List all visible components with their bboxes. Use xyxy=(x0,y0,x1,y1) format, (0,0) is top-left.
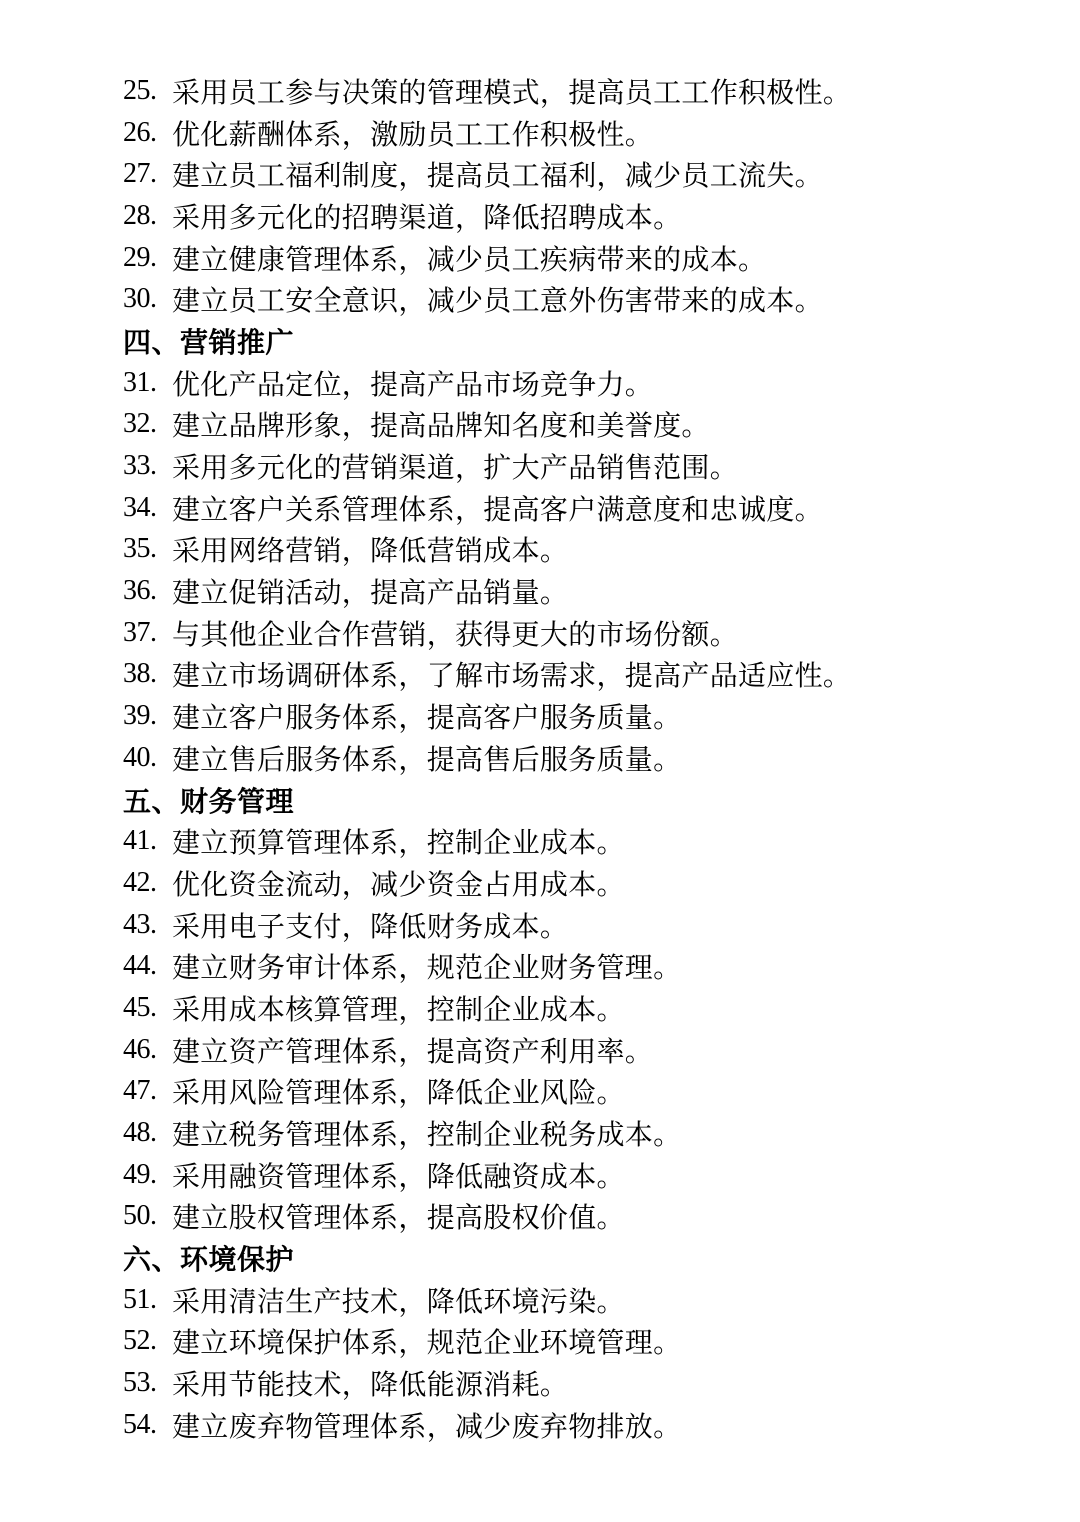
list-item xyxy=(0,945,1080,987)
item-text: 优化薪酬体系，激励员工工作积极性。 xyxy=(172,117,654,151)
item-text: 建立售后服务体系，提高售后服务质量。 xyxy=(172,742,682,776)
item-text: 采用电子支付，降低财务成本。 xyxy=(172,909,569,943)
list-item xyxy=(0,1404,1080,1446)
document-page xyxy=(0,70,1080,1446)
item-number: 45. xyxy=(123,991,157,1023)
item-text: 优化资金流动，减少资金占用成本。 xyxy=(172,867,625,901)
section-heading xyxy=(0,320,1080,362)
item-text: 建立资产管理体系，提高资产利用率。 xyxy=(172,1034,654,1068)
item-number: 47. xyxy=(123,1075,157,1107)
item-number: 39. xyxy=(123,700,157,732)
section-heading-text: 六、环境保护 xyxy=(123,1243,295,1277)
item-text: 采用清洁生产技术，降低环境污染。 xyxy=(172,1284,625,1318)
list-item xyxy=(0,1029,1080,1071)
list-item xyxy=(0,695,1080,737)
item-number: 46. xyxy=(123,1033,157,1065)
item-number: 53. xyxy=(123,1367,157,1399)
list-item xyxy=(0,529,1080,571)
item-number: 29. xyxy=(123,241,157,273)
list-item xyxy=(0,70,1080,112)
item-number: 30. xyxy=(123,283,157,315)
item-text: 建立健康管理体系，减少员工疾病带来的成本。 xyxy=(172,242,767,276)
item-text: 优化产品定位，提高产品市场竞争力。 xyxy=(172,367,654,401)
list-item xyxy=(0,112,1080,154)
item-number: 48. xyxy=(123,1117,157,1149)
item-number: 38. xyxy=(123,658,157,690)
section-heading-text: 四、营销推广 xyxy=(123,325,295,359)
item-number: 43. xyxy=(123,908,157,940)
list-item xyxy=(0,820,1080,862)
item-text: 建立品牌形象，提高品牌知名度和美誉度。 xyxy=(172,409,710,443)
item-number: 49. xyxy=(123,1158,157,1190)
item-number: 28. xyxy=(123,199,157,231)
item-text: 采用风险管理体系，降低企业风险。 xyxy=(172,1076,625,1110)
item-text: 采用成本核算管理，控制企业成本。 xyxy=(172,992,625,1026)
item-number: 54. xyxy=(123,1408,157,1440)
section-heading xyxy=(0,779,1080,821)
item-text: 采用多元化的营销渠道，扩大产品销售范围。 xyxy=(172,451,739,485)
item-text: 建立员工福利制度，提高员工福利，减少员工流失。 xyxy=(172,159,823,193)
list-item xyxy=(0,987,1080,1029)
list-item xyxy=(0,195,1080,237)
item-number: 42. xyxy=(123,866,157,898)
item-number: 40. xyxy=(123,741,157,773)
item-text: 建立股权管理体系，提高股权价值。 xyxy=(172,1201,625,1235)
list-item xyxy=(0,278,1080,320)
list-item xyxy=(0,904,1080,946)
item-text: 建立促销活动，提高产品销量。 xyxy=(172,576,569,610)
item-text: 与其他企业合作营销，获得更大的市场份额。 xyxy=(172,617,739,651)
list-item xyxy=(0,445,1080,487)
list-item xyxy=(0,737,1080,779)
list-item xyxy=(0,1279,1080,1321)
list-item xyxy=(0,404,1080,446)
item-number: 35. xyxy=(123,533,157,565)
item-text: 采用融资管理体系，降低融资成本。 xyxy=(172,1159,625,1193)
list-item xyxy=(0,1154,1080,1196)
list-item xyxy=(0,1321,1080,1363)
list-item xyxy=(0,362,1080,404)
list-item xyxy=(0,862,1080,904)
section-heading xyxy=(0,1237,1080,1279)
item-number: 32. xyxy=(123,408,157,440)
section-heading-text: 五、财务管理 xyxy=(123,784,295,818)
item-number: 36. xyxy=(123,575,157,607)
item-number: 52. xyxy=(123,1325,157,1357)
list-item xyxy=(0,612,1080,654)
item-text: 建立客户关系管理体系，提高客户满意度和忠诚度。 xyxy=(172,492,823,526)
item-text: 建立废弃物管理体系，减少废弃物排放。 xyxy=(172,1409,682,1443)
item-text: 采用节能技术，降低能源消耗。 xyxy=(172,1368,569,1402)
item-number: 44. xyxy=(123,950,157,982)
item-text: 建立税务管理体系，控制企业税务成本。 xyxy=(172,1118,682,1152)
list-item xyxy=(0,1196,1080,1238)
item-text: 采用员工参与决策的管理模式，提高员工工作积极性。 xyxy=(172,75,852,109)
list-item xyxy=(0,1071,1080,1113)
item-text: 建立环境保护体系，规范企业环境管理。 xyxy=(172,1326,682,1360)
list-item xyxy=(0,237,1080,279)
item-text: 建立财务审计体系，规范企业财务管理。 xyxy=(172,951,682,985)
item-text: 建立员工安全意识，减少员工意外伤害带来的成本。 xyxy=(172,284,823,318)
item-text: 建立预算管理体系，控制企业成本。 xyxy=(172,826,625,860)
item-number: 50. xyxy=(123,1200,157,1232)
item-number: 31. xyxy=(123,366,157,398)
item-text: 采用网络营销，降低营销成本。 xyxy=(172,534,569,568)
item-number: 34. xyxy=(123,491,157,523)
item-text: 采用多元化的招聘渠道，降低招聘成本。 xyxy=(172,200,682,234)
item-text: 建立客户服务体系，提高客户服务质量。 xyxy=(172,701,682,735)
list-item xyxy=(0,1362,1080,1404)
item-number: 27. xyxy=(123,158,157,190)
item-number: 33. xyxy=(123,450,157,482)
item-number: 37. xyxy=(123,616,157,648)
item-number: 26. xyxy=(123,116,157,148)
item-number: 25. xyxy=(123,74,157,106)
list-item xyxy=(0,487,1080,529)
list-item xyxy=(0,570,1080,612)
list-item xyxy=(0,654,1080,696)
item-number: 51. xyxy=(123,1283,157,1315)
list-item xyxy=(0,1112,1080,1154)
list-item xyxy=(0,153,1080,195)
item-number: 41. xyxy=(123,825,157,857)
item-text: 建立市场调研体系，了解市场需求，提高产品适应性。 xyxy=(172,659,852,693)
